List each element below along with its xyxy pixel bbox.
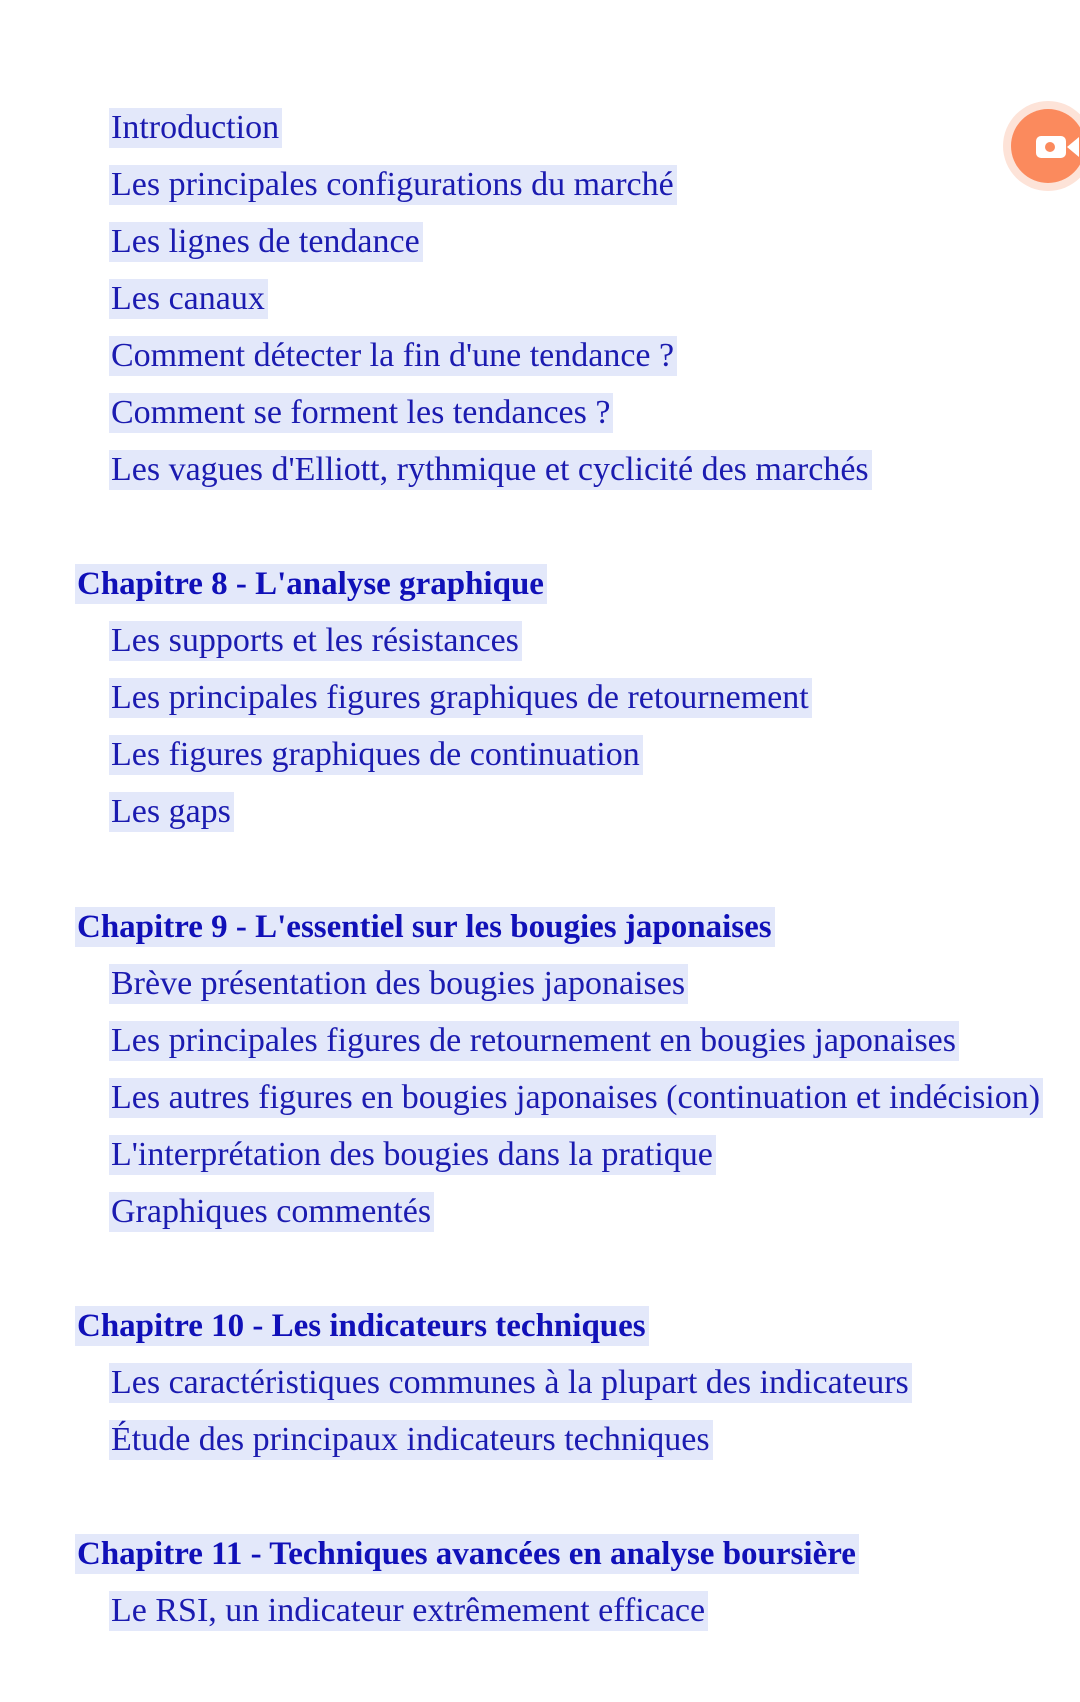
toc-chapter-11[interactable]: Chapitre 11 - Techniques avancées en analyse boursière [75, 1534, 859, 1574]
toc-link-autres-figures-bougies[interactable]: Les autres figures en bougies japonaises (continuation et indécision) [109, 1078, 1043, 1118]
toc-link-figures-continuation[interactable]: Les figures graphiques de continuation [109, 735, 643, 775]
toc-link-graphiques-commentes[interactable]: Graphiques commentés [109, 1192, 434, 1232]
toc-link-breve-presentation[interactable]: Brève présentation des bougies japonaises [109, 964, 688, 1004]
toc-link-forment-tendances[interactable]: Comment se forment les tendances ? [109, 393, 613, 433]
camera-lens-icon [1045, 142, 1055, 152]
camera-viewfinder-icon [1067, 137, 1079, 157]
toc-link-fin-tendance[interactable]: Comment détecter la fin d'une tendance ? [109, 336, 677, 376]
toc-link-rsi[interactable]: Le RSI, un indicateur extrêmement efficace [109, 1591, 708, 1631]
toc-link-gaps[interactable]: Les gaps [109, 792, 234, 832]
record-button-face [1011, 109, 1080, 183]
toc-link-etude-indicateurs[interactable]: Étude des principaux indicateurs techniques [109, 1420, 713, 1460]
toc-link-retournement-bougies[interactable]: Les principales figures de retournement en bougies japonaises [109, 1021, 959, 1061]
toc-link-canaux[interactable]: Les canaux [109, 279, 268, 319]
toc-link-introduction[interactable]: Introduction [109, 108, 282, 148]
toc-link-caracteristiques-indicateurs[interactable]: Les caractéristiques communes à la plupart des indicateurs [109, 1363, 912, 1403]
toc-link-vagues-elliott[interactable]: Les vagues d'Elliott, rythmique et cyclicité des marchés [109, 450, 872, 490]
toc-link-configurations-marche[interactable]: Les principales configurations du marché [109, 165, 677, 205]
toc-chapter-10[interactable]: Chapitre 10 - Les indicateurs techniques [75, 1306, 649, 1346]
toc-chapter-9[interactable]: Chapitre 9 - L'essentiel sur les bougies japonaises [75, 907, 775, 947]
toc-link-lignes-tendance[interactable]: Les lignes de tendance [109, 222, 423, 262]
toc-link-supports-resistances[interactable]: Les supports et les résistances [109, 621, 522, 661]
toc-chapter-8[interactable]: Chapitre 8 - L'analyse graphique [75, 564, 547, 604]
toc-link-figures-retournement[interactable]: Les principales figures graphiques de retournement [109, 678, 812, 718]
screen-record-button[interactable] [1003, 101, 1080, 191]
toc-link-interpretation-bougies[interactable]: L'interprétation des bougies dans la pratique [109, 1135, 716, 1175]
